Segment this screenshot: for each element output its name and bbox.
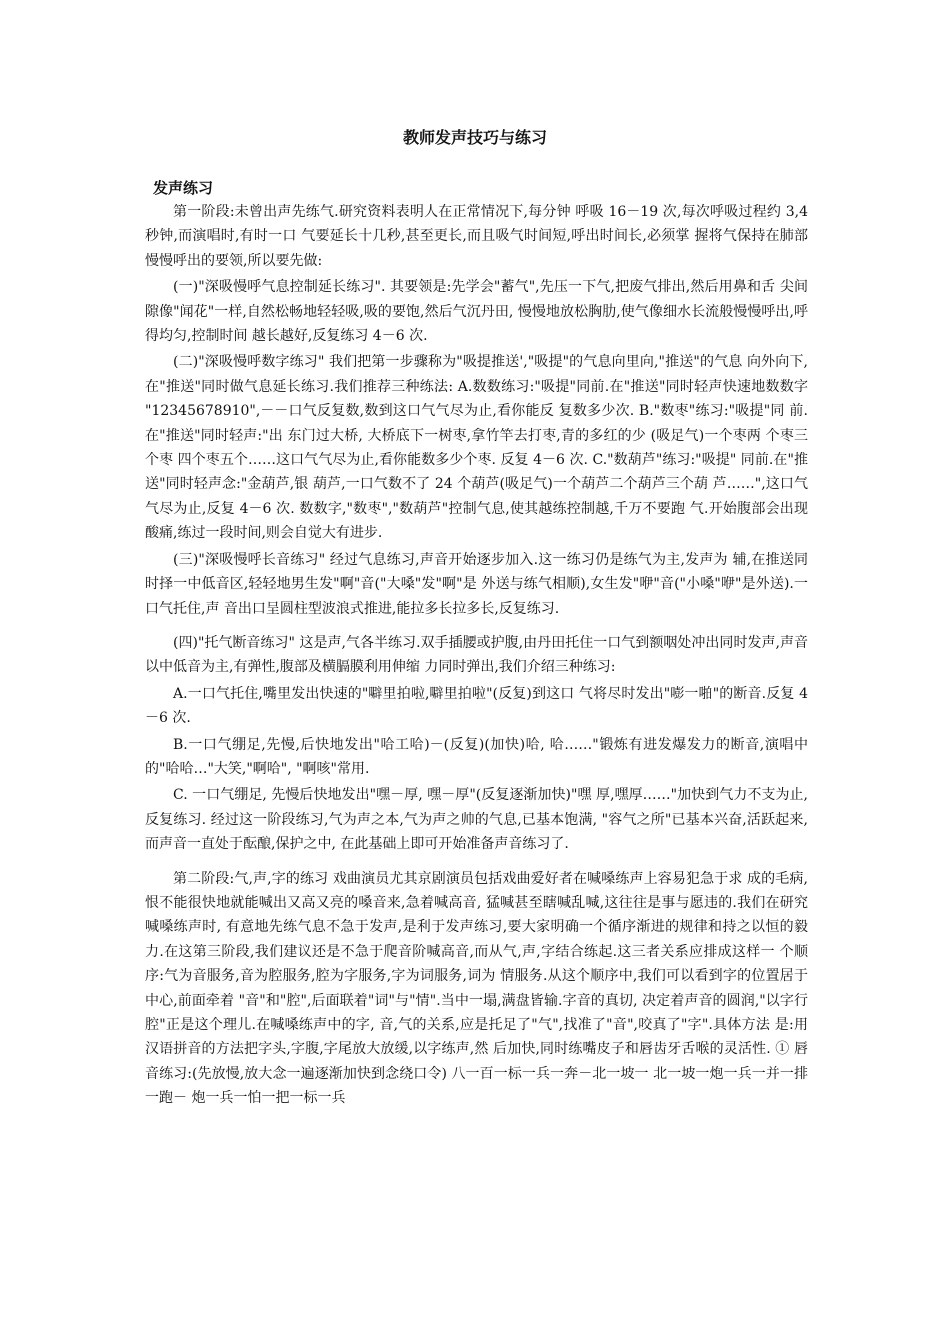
section-heading: 发声练习 xyxy=(153,179,214,197)
paragraph: C. 一口气绷足, 先慢后快地发出"嘿－厚, 嘿－厚"(反复逐渐加快)"嘿 厚,嘿厚……"加快到气力不支为止,反复练习. 经过这一阶段练习,气为声之本,气为声之帅的气息,已基本饱满, "容气之所"已基本兴奋,活跃起来,而声音一直处于酝酿,保护之中, 在此基础上即可开始准备声音练习了. xyxy=(145,787,808,853)
paragraph: 第一阶段:未曾出声先练气.研究资料表明人在正常情况下,每分钟 呼吸 16－19 次,每次呼吸过程约 3,4 秒钟,而演唱时,有时一口 气要延长十几秒,甚至更长,而且吸气时间短,呼出时间长,必须掌 握将气保持在肺部慢慢呼出的要领,所以要先做: xyxy=(145,204,808,269)
paragraph: 第二阶段:气,声,字的练习 戏曲演员尤其京剧演员包括戏曲爱好者在喊嗓练声上容易犯急于求 成的毛病,恨不能很快地就能喊出又高又亮的嗓音来,急着喊高音, 猛喊甚至瞎喊乱喊,这往往是事与愿违的.我们在研究喊嗓练声时, 有意地先练气息不急于发声,是利于发声练习,要大家明确一个循序渐进的规律和持之以恒的毅力.在这第三阶段,我们建议还是不急于爬音阶喊高音,而从气,声,字结合练起.这三者关系应排成这样一 个顺序:气为音服务,音为腔服务,腔为字服务,字为词服务,词为 情服务.从这个顺序中,我们可以看到字的位置居于中心,前面牵着 "音"和"腔",后面联着"词"与"情".当中一塌,满盘皆输.字音的真切, 决定着声音的圆润,"以字行腔"正是这个理儿.在喊嗓练声中的字, 音,气的关系,应是托足了"气",找准了"音",咬真了"字".具体方法 是:用汉语拼音的方法把字头,字腹,字尾放大放缓,以字练声,然 后加快,同时练嘴皮子和唇齿牙舌喉的灵活性. ① 唇音练习:(先放慢,放大念一遍逐渐加快到念绕口令) 八一百一标一兵一奔－北一坡一 北一坡一炮一兵一并一排一跑－ 炮一兵一怕一把一标一兵 xyxy=(145,870,808,1107)
paragraph: (一)"深吸慢呼气息控制延长练习". 其要领是:先学会"蓄气",先压一下气,把废气排出,然后用鼻和舌 尖间隙像"闻花"一样,自然松畅地轻轻吸,吸的要饱,然后气沉丹田, 慢慢地放松胸肋,使气像细水长流般慢慢呼出,呼得均匀,控制时间 越长越好,反复练习 4－6 次. xyxy=(145,279,808,345)
paragraph: A.一口气托住,嘴里发出快速的"噼里拍啦,噼里拍啦"(反复)到这口 气将尽时发出"嘭一啪"的断音.反复 4－6 次. xyxy=(145,685,808,727)
paragraph: (三)"深吸慢呼长音练习" 经过气息练习,声音开始逐步加入.这一练习仍是练气为主,发声为 辅,在推送同时择一中低音区,轻轻地男生发"啊"音("大嗓"发"啊"是 外送与练气相顺),女生发"咿"音("小嗓"咿"是外送).一口气托住,声 音出口呈圆柱型波浪式推进,能拉多长拉多长,反复练习. xyxy=(145,551,808,617)
paragraph: B.一口气绷足,先慢,后快地发出"哈工哈)－(反复)(加快)哈, 哈……"锻炼有进发爆发力的断音,演唱中的"哈哈…"大笑,"啊哈", "啊咳"常用. xyxy=(145,736,808,777)
paragraph: (四)"托气断音练习" 这是声,气各半练习.双手插腰或护腹,由丹田托住一口气到额咽处冲出同时发声,声音以中低音为主,有弹性,腹部及横膈膜利用伸缩 力同时弹出,我们介绍三种练习: xyxy=(145,634,808,676)
document-body xyxy=(145,200,808,1113)
document-title: 教师发声技巧与练习 xyxy=(402,128,547,147)
paragraph: (二)"深吸慢呼数字练习" 我们把第一步骤称为"吸提推送',"吸提"的气息向里向,"推送"的气息 向外向下,在"推送"同时做气息延长练习.我们推荐三种练法: A.数数练习:"吸提"同前.在"推送"同时轻声快速地数数字 "12345678910",－－口气反复数,数到这口气气尽为止,看你能反 复数多少次. B."数枣"练习:"吸提"同 前.在"推送"同时轻声:"出 东门过大桥, 大桥底下一树枣,拿竹竿去打枣,青的多红的少 (吸足气)一个枣两 个枣三个枣 四个枣五个……这口气气尽为止,看你能数多少个枣. 反复 4－6 次. C."数葫芦"练习:"吸提" 同前.在"推送"同时轻声念:"金葫芦,银 葫芦,一口气数不了 24 个葫芦(吸足气)一个葫芦二个葫芦三个葫 芦……",这口气气尽为止,反复 4－6 次. 数数字,"数枣","数葫芦"控制气息,使其越练控制越,千万不要跑 气.开始腹部会出现酸痛,练过一段时间,则会自觉大有进步. xyxy=(145,354,808,542)
